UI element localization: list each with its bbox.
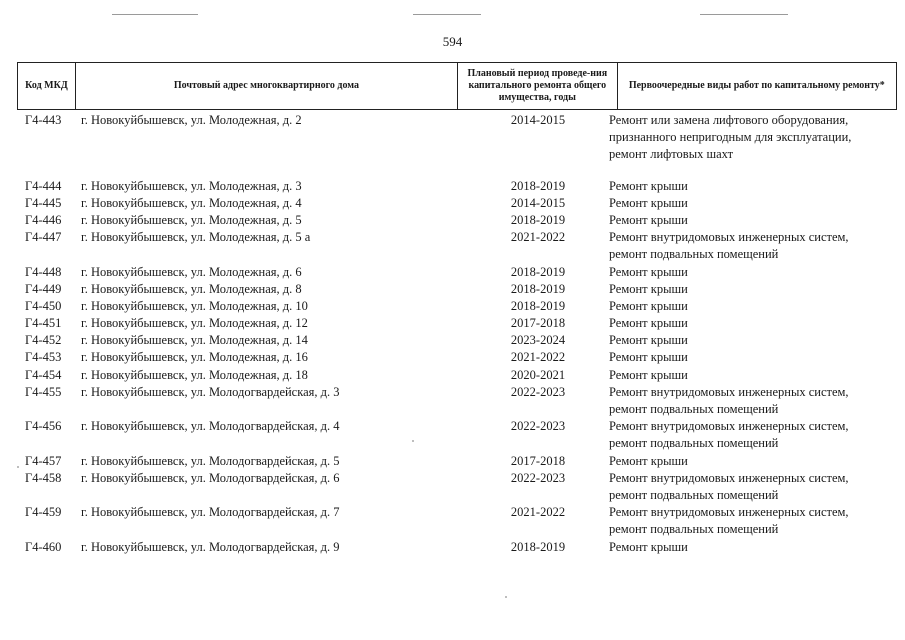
works-line: Ремонт внутридомовых инженерных систем, [609, 470, 849, 485]
cell-works [609, 539, 889, 556]
table-row [17, 281, 897, 298]
cell-period: 2018-2019 [510, 298, 566, 313]
cell-code: Г4-447 [25, 230, 62, 245]
table-row [17, 504, 897, 538]
works-line: ремонт подвальных помещений [609, 247, 779, 262]
page-number: 594 [442, 34, 463, 49]
cell-period: 2022-2023 [510, 384, 566, 399]
cell-period: 2022-2023 [510, 470, 566, 485]
cell-address: г. Новокуйбышевск, ул. Молодежная, д. 14 [81, 333, 308, 348]
works-line: Ремонт крыши [609, 281, 688, 296]
cell-address: г. Новокуйбышевск, ул. Молодежная, д. 5 а [81, 230, 311, 245]
works-line: Ремонт крыши [609, 264, 688, 279]
works-line: Ремонт крыши [609, 453, 688, 468]
cell-code: Г4-448 [25, 264, 62, 279]
table-row [17, 178, 897, 195]
cell-period: 2018-2019 [510, 281, 566, 296]
cell-period: 2021-2022 [510, 505, 566, 520]
cell-works [609, 453, 889, 470]
table-row [17, 298, 897, 315]
cell-address: г. Новокуйбышевск, ул. Молодогвардейская, д. 3 [81, 384, 340, 399]
works-line: Ремонт внутридомовых инженерных систем, [609, 384, 849, 399]
table-row [17, 315, 897, 332]
cell-works [609, 178, 889, 195]
cell-works [609, 298, 889, 315]
cell-code: Г4-449 [25, 281, 62, 296]
works-line: Ремонт крыши [609, 316, 688, 331]
works-line: признанного непригодным для эксплуатации, [609, 130, 852, 144]
cell-works [609, 504, 889, 538]
cell-address: г. Новокуйбышевск, ул. Молодежная, д. 18 [81, 367, 308, 382]
cell-works [609, 349, 889, 366]
table-row [17, 212, 897, 229]
cell-period: 2021-2022 [510, 230, 566, 245]
table-row [17, 367, 897, 384]
table-row [17, 470, 897, 504]
cell-code: Г4-444 [25, 178, 62, 193]
cell-code: Г4-459 [25, 505, 62, 520]
table-header [17, 62, 897, 110]
cell-address: г. Новокуйбышевск, ул. Молодежная, д. 16 [81, 350, 308, 365]
cell-code: Г4-452 [25, 333, 62, 348]
cell-address: г. Новокуйбышевск, ул. Молодежная, д. 6 [81, 264, 302, 279]
table-row [17, 384, 897, 418]
scan-speck [505, 596, 507, 598]
header-period: Плановый период проведе-ния капитального ремонта общего имущества, годы [458, 63, 618, 109]
cell-works [609, 212, 889, 229]
cell-period: 2018-2019 [510, 212, 566, 227]
works-line: ремонт лифтовых шахт [609, 147, 734, 161]
cell-code: Г4-457 [25, 453, 62, 468]
cell-period: 2022-2023 [510, 419, 566, 434]
cell-code: Г4-453 [25, 350, 62, 365]
cell-period: 2018-2019 [510, 178, 566, 193]
cell-address: г. Новокуйбышевск, ул. Молодежная, д. 4 [81, 195, 302, 210]
cell-code: Г4-455 [25, 384, 62, 399]
table-body [17, 112, 897, 556]
cell-works [609, 315, 889, 332]
works-line: Ремонт или замена лифтового оборудования, [609, 113, 849, 127]
scan-mark [413, 14, 481, 15]
cell-period: 2017-2018 [510, 316, 566, 331]
cell-address: г. Новокуйбышевск, ул. Молодогвардейская, д. 9 [81, 539, 340, 554]
cell-address: г. Новокуйбышевск, ул. Молодогвардейская, д. 5 [81, 453, 340, 468]
cell-works [609, 195, 889, 212]
cell-code: Г4-446 [25, 212, 62, 227]
header-works: Первоочередные виды работ по капитальному ремонту* [628, 80, 885, 91]
cell-address: г. Новокуйбышевск, ул. Молодогвардейская, д. 6 [81, 470, 340, 485]
table-row [17, 229, 897, 263]
table-row [17, 195, 897, 212]
table-row [17, 332, 897, 349]
table-row [17, 418, 897, 452]
cell-works [609, 112, 889, 163]
cell-period: 2018-2019 [510, 539, 566, 554]
works-line: Ремонт крыши [609, 212, 688, 227]
scan-artifacts [0, 14, 905, 18]
works-line: ремонт подвальных помещений [609, 487, 779, 502]
table-row [17, 539, 897, 556]
table-row [17, 349, 897, 366]
cell-works [609, 332, 889, 349]
cell-address: г. Новокуйбышевск, ул. Молодогвардейская, д. 7 [81, 505, 340, 520]
cell-code: Г4-454 [25, 367, 62, 382]
works-line: Ремонт крыши [609, 298, 688, 313]
cell-works [609, 418, 889, 452]
cell-address: г. Новокуйбышевск, ул. Молодежная, д. 8 [81, 281, 302, 296]
cell-period: 2020-2021 [510, 367, 566, 382]
cell-works [609, 264, 889, 281]
cell-period: 2014-2015 [510, 195, 566, 210]
cell-period: 2018-2019 [510, 264, 566, 279]
works-line: ремонт подвальных помещений [609, 436, 779, 451]
works-line: Ремонт крыши [609, 539, 688, 554]
table-row [17, 264, 897, 281]
works-line: Ремонт внутридомовых инженерных систем, [609, 230, 849, 245]
scan-mark [112, 14, 198, 15]
cell-period: 2023-2024 [510, 333, 566, 348]
works-line: Ремонт крыши [609, 195, 688, 210]
cell-address: г. Новокуйбышевск, ул. Молодежная, д. 5 [81, 212, 302, 227]
works-line: ремонт подвальных помещений [609, 522, 779, 537]
cell-address: г. Новокуйбышевск, ул. Молодежная, д. 10 [81, 298, 308, 313]
works-line: Ремонт крыши [609, 367, 688, 382]
works-line: Ремонт крыши [609, 178, 688, 193]
cell-works [609, 367, 889, 384]
cell-code: Г4-450 [25, 298, 62, 313]
header-code: Код МКД [18, 63, 76, 109]
cell-address: г. Новокуйбышевск, ул. Молодогвардейская, д. 4 [81, 419, 340, 434]
scan-mark [700, 14, 788, 15]
cell-code: Г4-445 [25, 195, 62, 210]
scan-speck [17, 466, 19, 468]
cell-code: Г4-460 [25, 539, 62, 554]
cell-period: 2014-2015 [510, 113, 566, 127]
cell-code: Г4-458 [25, 470, 62, 485]
header-address: Почтовый адрес многоквартирного дома [76, 63, 458, 109]
cell-works [609, 384, 889, 418]
cell-works [609, 470, 889, 504]
works-line: Ремонт внутридомовых инженерных систем, [609, 505, 849, 520]
cell-works [609, 281, 889, 298]
works-line: Ремонт крыши [609, 333, 688, 348]
works-line: Ремонт внутридомовых инженерных систем, [609, 419, 849, 434]
works-line: ремонт подвальных помещений [609, 401, 779, 416]
cell-code: Г4-451 [25, 316, 62, 331]
cell-address: г. Новокуйбышевск, ул. Молодежная, д. 3 [81, 178, 302, 193]
cell-period: 2017-2018 [510, 453, 566, 468]
scan-speck [412, 440, 414, 442]
cell-period: 2021-2022 [510, 350, 566, 365]
cell-code: Г4-443 [25, 113, 62, 127]
works-line: Ремонт крыши [609, 350, 688, 365]
table-row [17, 112, 897, 178]
cell-address: г. Новокуйбышевск, ул. Молодежная, д. 2 [81, 113, 302, 127]
cell-code: Г4-456 [25, 419, 62, 434]
table-row [17, 453, 897, 470]
cell-address: г. Новокуйбышевск, ул. Молодежная, д. 12 [81, 316, 308, 331]
cell-works [609, 229, 889, 263]
